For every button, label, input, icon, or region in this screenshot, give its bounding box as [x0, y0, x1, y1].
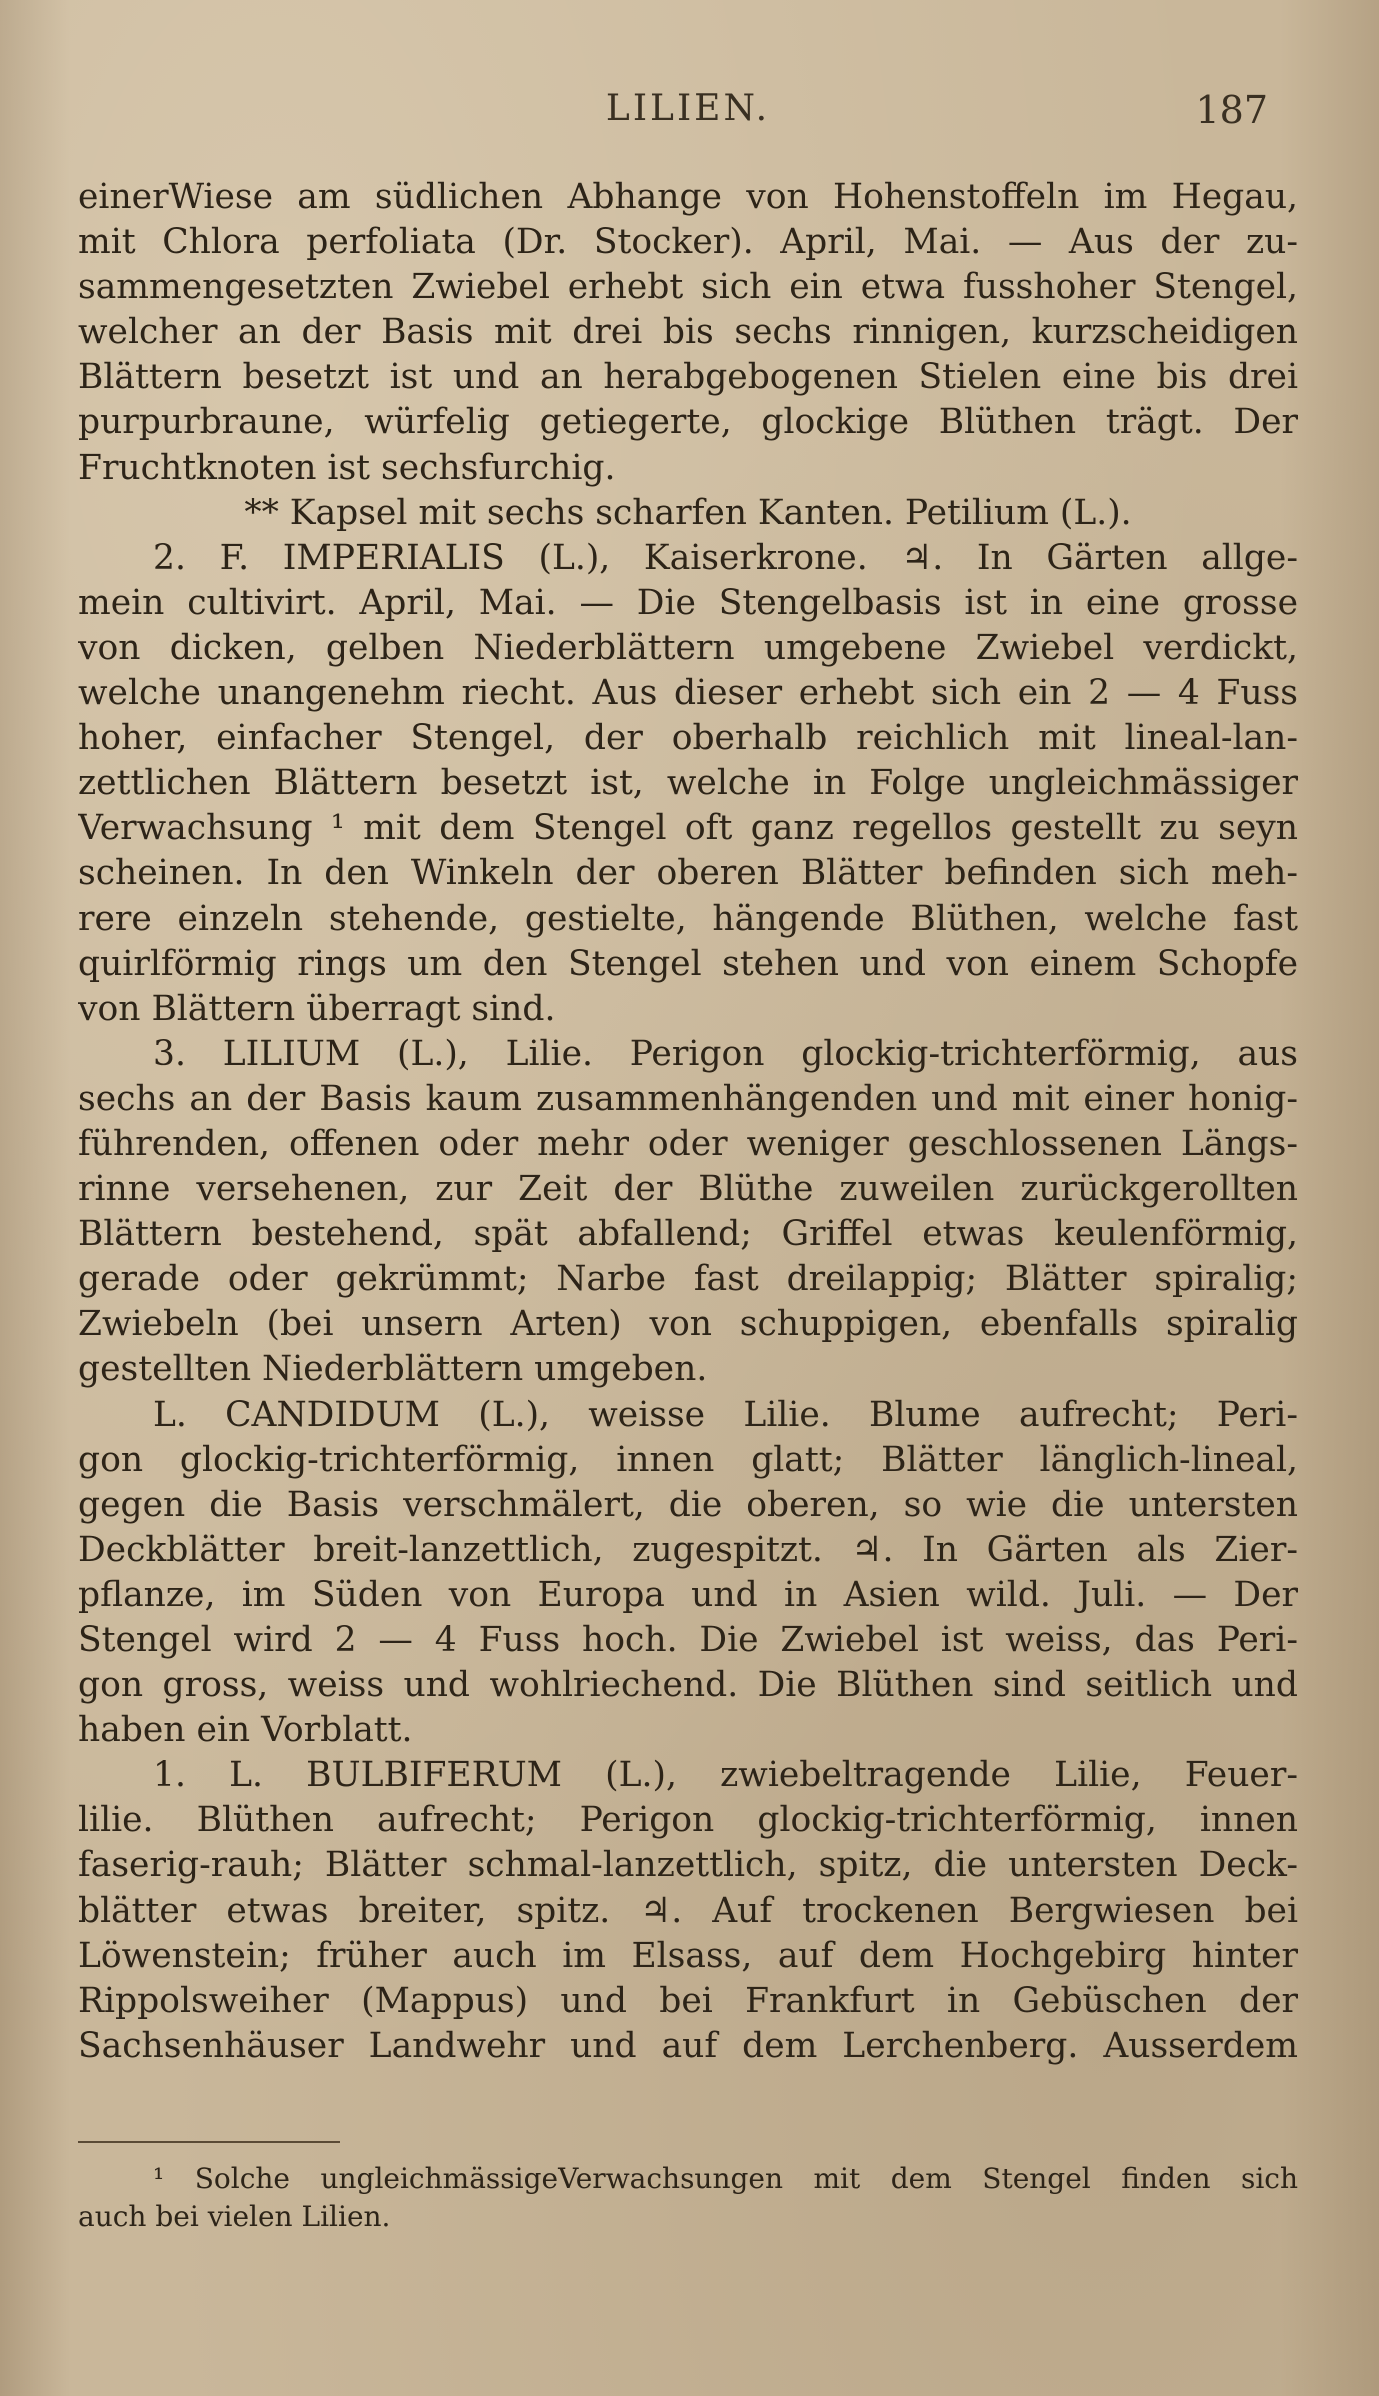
- entry-line: 3. LILIUM (L.), Lilie. Perigon glockig-trichterförmig, aus: [153, 1033, 1298, 1074]
- text-line: rinne versehenen, zur Zeit der Blüthe zuweilen zurückgerollten: [78, 1169, 1298, 1210]
- text-line: hoher, einfacher Stengel, der oberhalb reichlich mit lineal-lan-: [78, 718, 1298, 759]
- text-line: faserig-rauh; Blätter schmal-lanzettlich, spitz, die untersten Deck-: [78, 1845, 1298, 1886]
- text-line: Sachsenhäuser Landwehr und auf dem Lerchenberg. Ausserdem: [78, 2025, 1298, 2066]
- text-line: gon gross, weiss und wohlriechend. Die Blüthen sind seitlich und: [78, 1665, 1298, 1706]
- text-line: purpurbraune, würfelig getiegerte, glockige Blüthen trägt. Der: [78, 402, 1298, 443]
- text-line: gon glockig-trichterförmig, innen glatt; Blätter länglich-lineal,: [78, 1439, 1298, 1480]
- text-line: gerade oder gekrümmt; Narbe fast dreilappig; Blätter spiralig;: [78, 1259, 1298, 1300]
- section-heading: ** Kapsel mit sechs scharfen Kanten. Petilium (L.).: [244, 492, 1132, 533]
- footnotes: [78, 2160, 1298, 2236]
- text-line: Zwiebeln (bei unsern Arten) von schuppigen, ebenfalls spiralig: [78, 1304, 1298, 1345]
- text-line: von Blättern überragt sind.: [78, 988, 556, 1029]
- text-line: sammengesetzten Zwiebel erhebt sich ein etwa fusshoher Stengel,: [78, 267, 1298, 308]
- text-line: Deckblätter breit-lanzettlich, zugespitzt. ♃. In Gärten als Zier-: [78, 1529, 1298, 1570]
- running-title: LILIEN.: [605, 88, 771, 129]
- footnote-rule: [78, 2141, 340, 2143]
- text-line: führenden, offenen oder mehr oder weniger geschlossenen Längs-: [78, 1123, 1298, 1164]
- text-line: Blättern besetzt ist und an herabgebogenen Stielen eine bis drei: [78, 357, 1298, 398]
- text-line: Stengel wird 2 — 4 Fuss hoch. Die Zwiebel ist weiss, das Peri-: [78, 1620, 1298, 1660]
- text-line: blätter etwas breiter, spitz. ♃. Auf trockenen Bergwiesen bei: [78, 1890, 1298, 1931]
- text-line: mit Chlora perfoliata (Dr. Stocker). April, Mai. — Aus der zu-: [78, 222, 1298, 263]
- text-line: einerWiese am südlichen Abhange von Hohenstoffeln im Hegau,: [78, 177, 1298, 217]
- text-line: Fruchtknoten ist sechsfurchig.: [78, 447, 616, 488]
- text-line: gegen die Basis verschmälert, die oberen, so wie die untersten: [78, 1484, 1298, 1525]
- text-line: Rippolsweiher (Mappus) und bei Frankfurt in Gebüschen der: [78, 1980, 1298, 2021]
- text-line: lilie. Blüthen aufrecht; Perigon glockig-trichterförmig, innen: [78, 1800, 1298, 1841]
- text-line: haben ein Vorblatt.: [78, 1710, 413, 1751]
- entry-line: 1. L. BULBIFERUM (L.), zwiebeltragende Lilie, Feuer-: [153, 1755, 1298, 1796]
- body-text: [78, 175, 1298, 2069]
- entry-line: 2. F. IMPERIALIS (L.), Kaiserkrone. ♃. In Gärten allge-: [153, 537, 1298, 578]
- text-line: welche unangenehm riecht. Aus dieser erhebt sich ein 2 — 4 Fuss: [78, 673, 1298, 714]
- text-line: mein cultivirt. April, Mai. — Die Stengelbasis ist in eine grosse: [78, 582, 1298, 623]
- text-line: scheinen. In den Winkeln der oberen Blätter befinden sich meh-: [78, 853, 1298, 894]
- text-line: quirlförmig rings um den Stengel stehen und von einem Schopfe: [78, 943, 1298, 984]
- text-line: zettlichen Blättern besetzt ist, welche in Folge ungleichmässiger: [78, 763, 1298, 804]
- text-line: Blättern bestehend, spät abfallend; Griffel etwas keulenförmig,: [78, 1214, 1298, 1255]
- page-number: 187: [1195, 88, 1268, 132]
- running-head: [78, 88, 1298, 138]
- text-line: gestellten Niederblättern umgeben.: [78, 1349, 708, 1390]
- text-line: pflanze, im Süden von Europa und in Asien wild. Juli. — Der: [78, 1574, 1298, 1615]
- text-line: von dicken, gelben Niederblättern umgebene Zwiebel verdickt,: [78, 627, 1298, 668]
- text-line: Löwenstein; früher auch im Elsass, auf dem Hochgebirg hinter: [78, 1935, 1298, 1976]
- text-line: rere einzeln stehende, gestielte, hängende Blüthen, welche fast: [78, 898, 1298, 939]
- entry-line: L. CANDIDUM (L.), weisse Lilie. Blume aufrecht; Peri-: [153, 1394, 1298, 1435]
- book-page: [78, 0, 1298, 2396]
- footnote-line: auch bei vielen Lilien.: [78, 2200, 391, 2233]
- text-line: welcher an der Basis mit drei bis sechs rinnigen, kurzscheidigen: [78, 312, 1298, 353]
- footnote-line: ¹ Solche ungleichmässigeVerwachsungen mit dem Stengel finden sich: [153, 2162, 1298, 2195]
- text-line: sechs an der Basis kaum zusammenhängenden und mit einer honig-: [78, 1078, 1298, 1119]
- text-line: Verwachsung ¹ mit dem Stengel oft ganz regellos gestellt zu seyn: [78, 808, 1298, 849]
